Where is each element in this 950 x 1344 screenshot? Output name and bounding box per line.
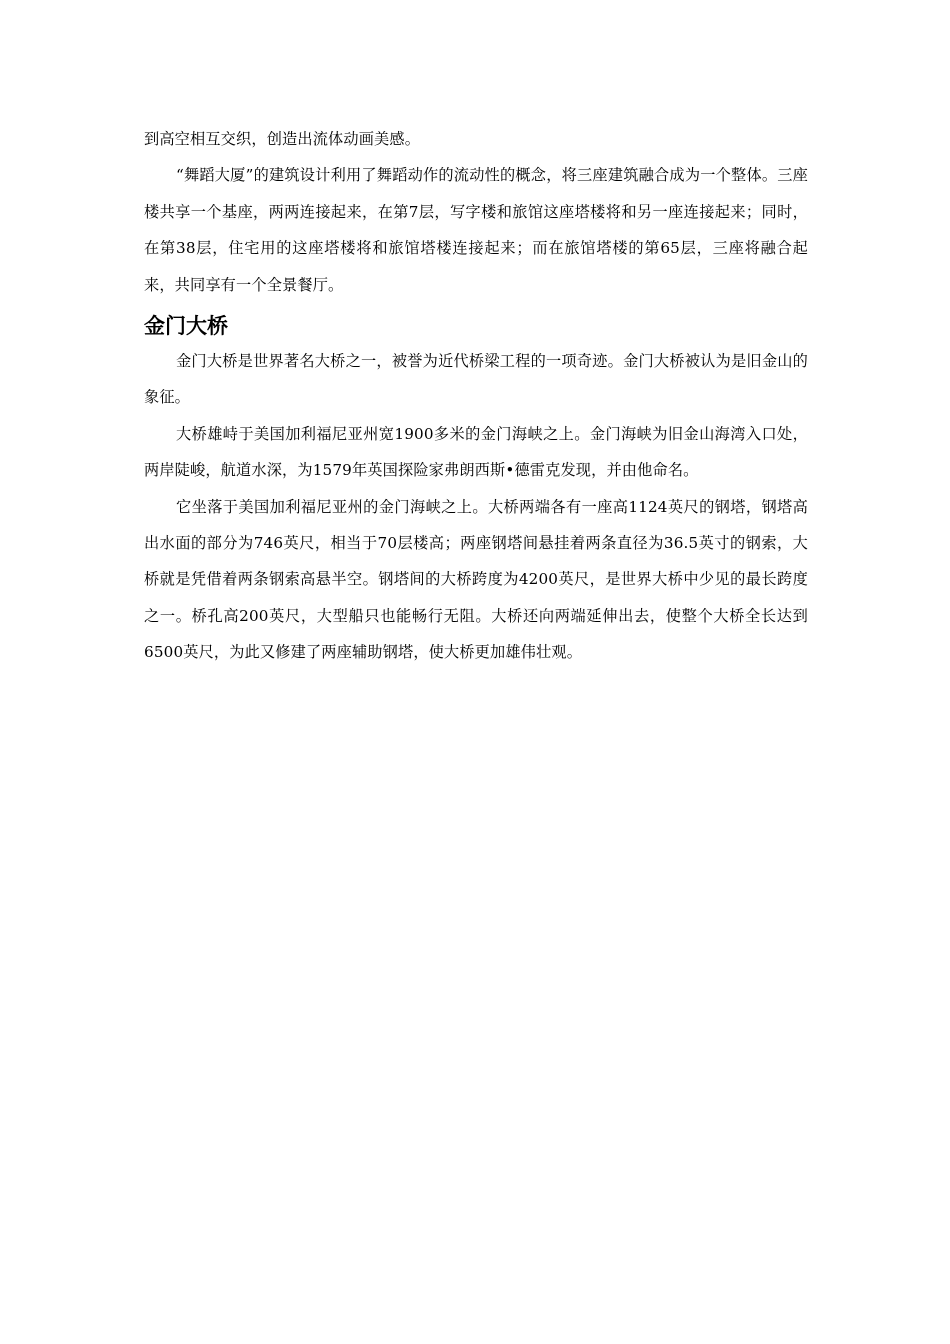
dance-building-paragraph: “舞蹈大厦”的建筑设计利用了舞蹈动作的流动性的概念，将三座建筑融合成为一个整体。三座楼共享一个基座，两两连接起来，在第7层，写字楼和旅馆这座塔楼将和另一座连接起来；同时，在第38层，住宅用的这座塔楼将和旅馆塔楼连接起来；而在旅馆塔楼的第65层，三座将融合起来，共同享有一个全景餐厅。 (144, 166, 808, 294)
intro-tail-paragraph: 到高空相互交织，创造出流体动画美感。 (144, 130, 421, 148)
golden-gate-paragraph-1: 金门大桥是世界著名大桥之一，被誉为近代桥梁工程的一项奇迹。金门大桥被认为是旧金山的象征。 (144, 352, 808, 407)
document-body (144, 121, 808, 671)
golden-gate-paragraph-2: 大桥雄峙于美国加利福尼亚州宽1900多米的金门海峡之上。金门海峡为旧金山海湾入口处，两岸陡峻，航道水深，为1579年英国探险家弗朗西斯•德雷克发现，并由他命名。 (144, 424, 808, 480)
section-title: 金门大桥 (144, 314, 228, 339)
golden-gate-paragraph-3: 它坐落于美国加利福尼亚州的金门海峡之上。大桥两端各有一座高1124英尺的钢塔，钢塔高出水面的部分为746英尺，相当于70层楼高；两座钢塔间悬挂着两条直径为36.5英寸的钢索，大桥就是凭借着两条钢索高悬半空。钢塔间的大桥跨度为4200英尺，是世界大桥中少见的最长跨度之一。桥孔高200英尺，大型船只也能畅行无阻。大桥还向两端延伸出去，使整个大桥全长达到6500英尺，为此又修建了两座辅助钢塔，使大桥更加雄伟壮观。 (144, 497, 808, 662)
